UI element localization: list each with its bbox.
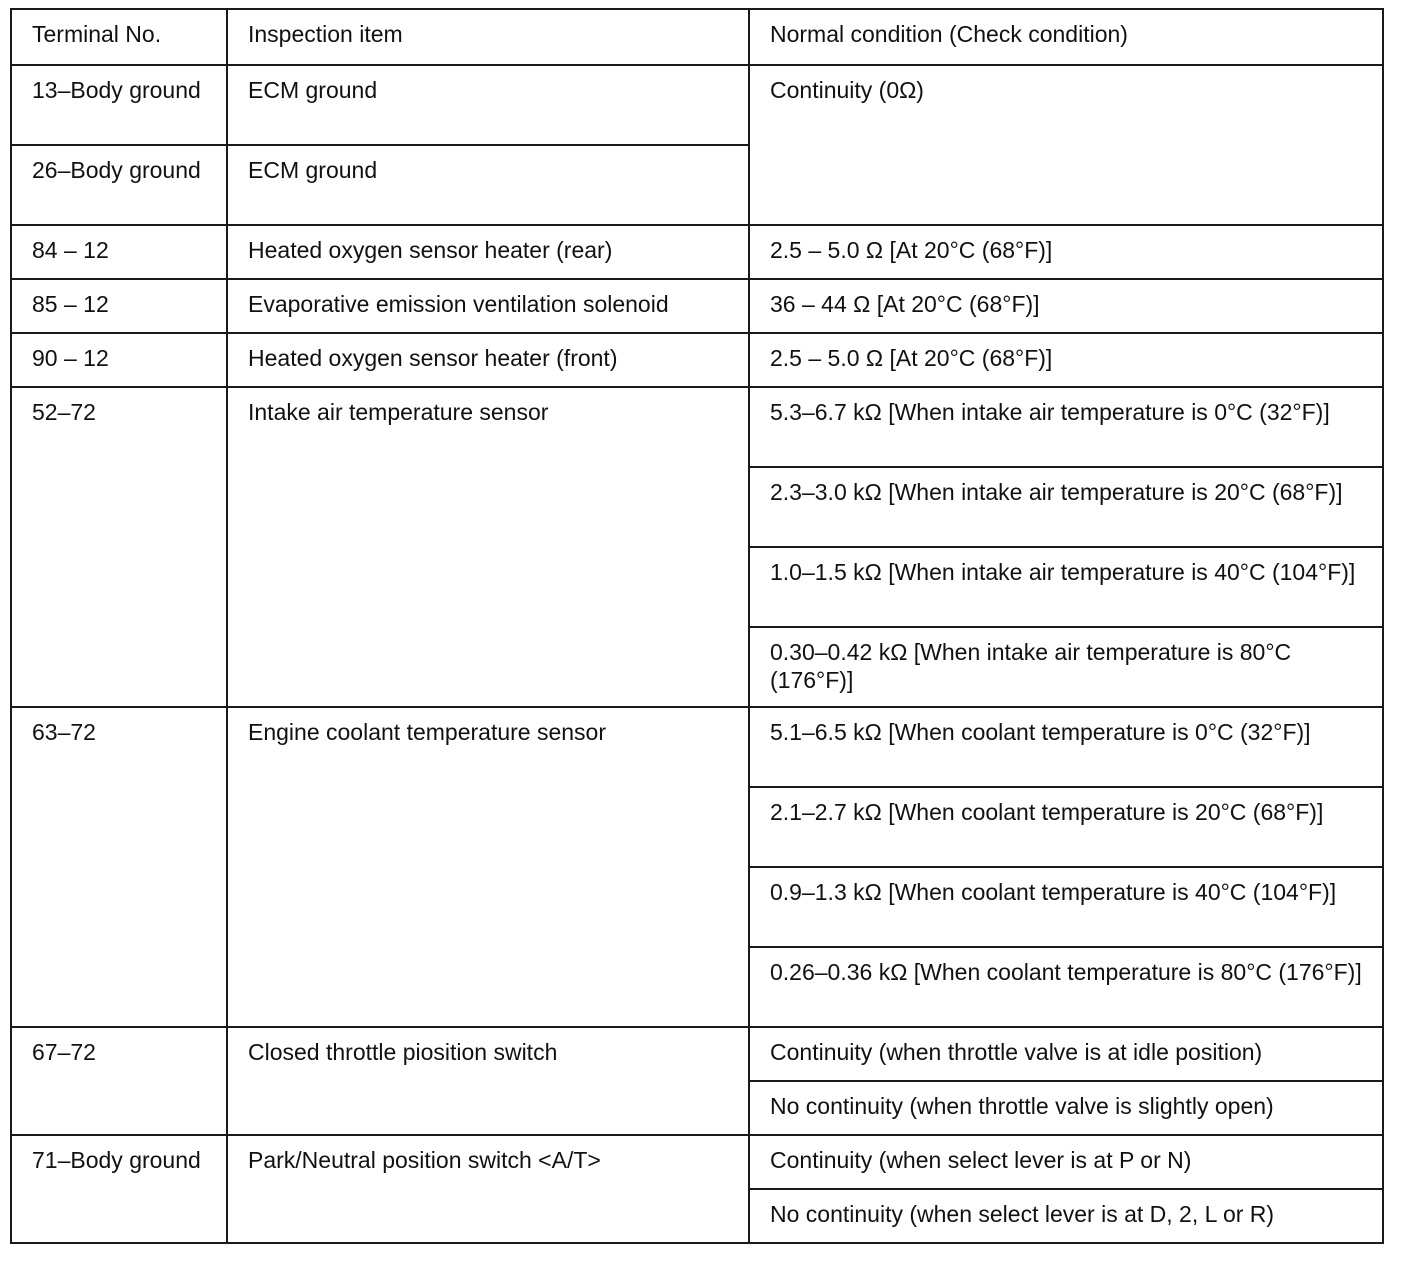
inspection-table: [10, 8, 1384, 1244]
header-terminal: Terminal No.: [11, 9, 227, 65]
table-row: [11, 1027, 1383, 1081]
terminal-cell: 13–Body ground: [11, 65, 227, 145]
terminal-cell: 84 – 12: [11, 225, 227, 279]
condition-cell: Continuity (0Ω): [749, 65, 1383, 225]
terminal-cell: 85 – 12: [11, 279, 227, 333]
condition-cell: Continuity (when select lever is at P or N): [749, 1135, 1383, 1189]
condition-cell: 2.1–2.7 kΩ [When coolant temperature is 20°C (68°F)]: [749, 787, 1383, 867]
condition-cell: No continuity (when throttle valve is slightly open): [749, 1081, 1383, 1135]
terminal-cell: 26–Body ground: [11, 145, 227, 225]
terminal-cell: 90 – 12: [11, 333, 227, 387]
condition-cell: 5.3–6.7 kΩ [When intake air temperature is 0°C (32°F)]: [749, 387, 1383, 467]
table-row: [11, 279, 1383, 333]
item-cell: Evaporative emission ventilation solenoid: [227, 279, 749, 333]
item-cell: Intake air temperature sensor: [227, 387, 749, 707]
condition-cell: 5.1–6.5 kΩ [When coolant temperature is 0°C (32°F)]: [749, 707, 1383, 787]
table-row: [11, 707, 1383, 787]
terminal-cell: 67–72: [11, 1027, 227, 1135]
header-row: [11, 9, 1383, 65]
terminal-cell: 71–Body ground: [11, 1135, 227, 1243]
terminal-cell: 63–72: [11, 707, 227, 1027]
condition-cell: 0.26–0.36 kΩ [When coolant temperature is 80°C (176°F)]: [749, 947, 1383, 1027]
terminal-cell: 52–72: [11, 387, 227, 707]
condition-cell: 2.5 – 5.0 Ω [At 20°C (68°F)]: [749, 225, 1383, 279]
item-cell: Closed throttle piosition switch: [227, 1027, 749, 1135]
item-cell: Engine coolant temperature sensor: [227, 707, 749, 1027]
condition-cell: 2.5 – 5.0 Ω [At 20°C (68°F)]: [749, 333, 1383, 387]
condition-cell: 1.0–1.5 kΩ [When intake air temperature is 40°C (104°F)]: [749, 547, 1383, 627]
item-cell: Heated oxygen sensor heater (rear): [227, 225, 749, 279]
item-cell: Park/Neutral position switch <A/T>: [227, 1135, 749, 1243]
table-row: [11, 333, 1383, 387]
item-cell: ECM ground: [227, 145, 749, 225]
header-condition: Normal condition (Check condition): [749, 9, 1383, 65]
condition-cell: 0.30–0.42 kΩ [When intake air temperature is 80°C (176°F)]: [749, 627, 1383, 707]
condition-cell: Continuity (when throttle valve is at idle position): [749, 1027, 1383, 1081]
table-row: [11, 65, 1383, 145]
table-row: [11, 225, 1383, 279]
condition-cell: No continuity (when select lever is at D, 2, L or R): [749, 1189, 1383, 1243]
header-item: Inspection item: [227, 9, 749, 65]
condition-cell: 36 – 44 Ω [At 20°C (68°F)]: [749, 279, 1383, 333]
item-cell: ECM ground: [227, 65, 749, 145]
item-cell: Heated oxygen sensor heater (front): [227, 333, 749, 387]
condition-cell: 2.3–3.0 kΩ [When intake air temperature is 20°C (68°F)]: [749, 467, 1383, 547]
table-row: [11, 387, 1383, 467]
table-row: [11, 1135, 1383, 1189]
condition-cell: 0.9–1.3 kΩ [When coolant temperature is 40°C (104°F)]: [749, 867, 1383, 947]
